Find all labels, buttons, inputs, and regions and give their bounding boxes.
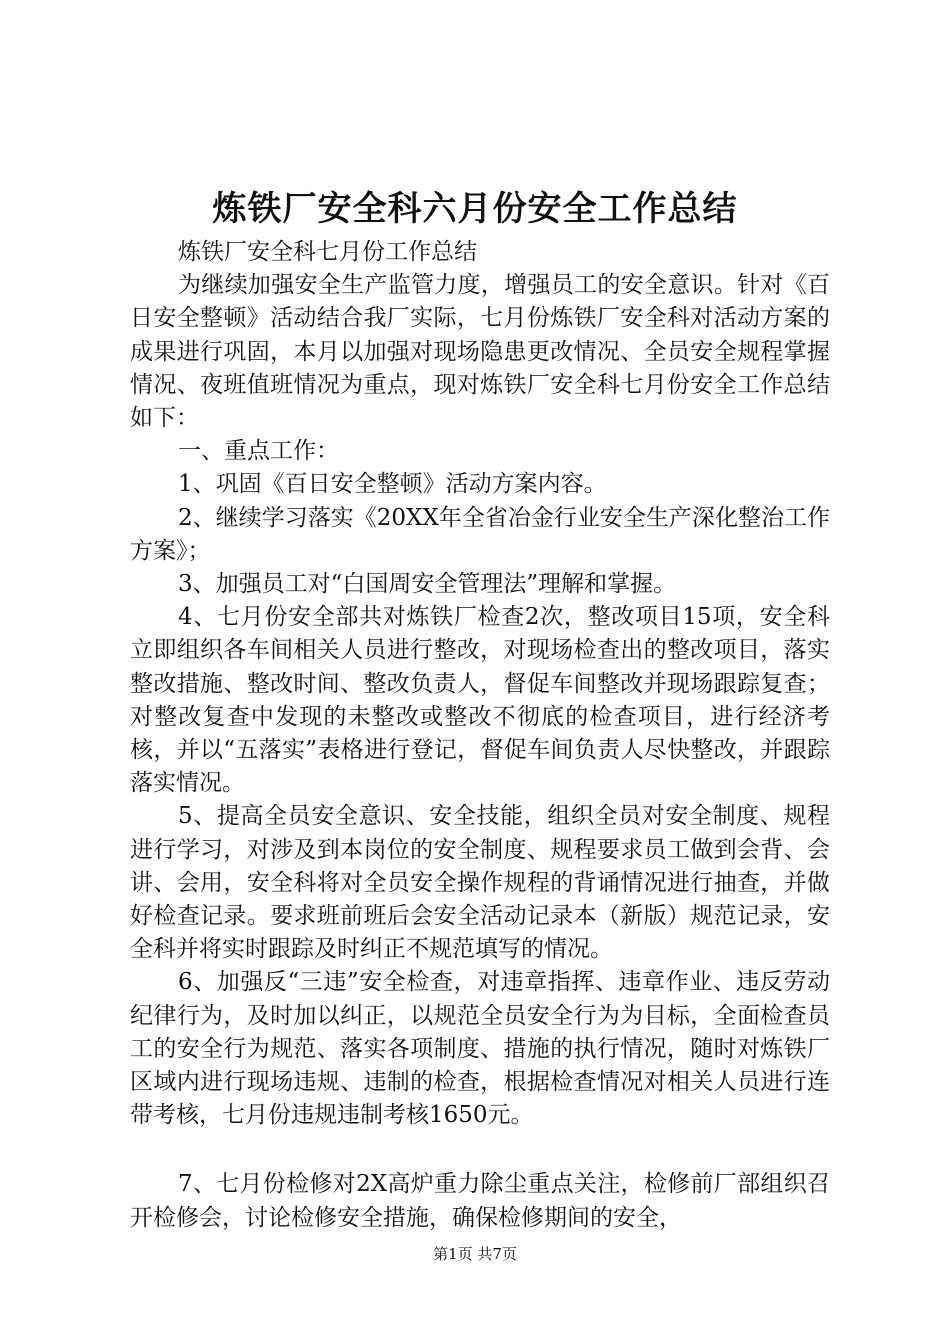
document-title: 炼铁厂安全科六月份安全工作总结	[212, 189, 738, 229]
paragraph-item-3: 3、加强员工对“白国周安全管理法”理解和掌握。	[178, 571, 677, 598]
paragraph-item-4: 4、七月份安全部共对炼铁厂检查2次，整改项目15项，安全科立即组织各车间相关人员进行整改，对现场检查出的整改项目，落实整改措施、整改时间、整改负责人，督促车间整改并现场跟踪复查；对整改复查中发现的未整改或整改不彻底的检查项目，进行经济考核，并以“五落实”表格进行登记，督促车间负责人尽快整改，并跟踪落实情况。	[130, 604, 830, 797]
paragraph-item-2: 2、继续学习落实《20XX年全省冶金行业安全生产深化整治工作方案》；	[130, 504, 830, 564]
paragraph-item-5: 5、提高全员安全意识、安全技能，组织全员对安全制度、规程进行学习，对涉及到本岗位的安全制度、规程要求员工做到会背、会讲、会用，安全科将对全员安全操作规程的背诵情况进行抽查，并做好检查记录。要求班前班后会安全活动记录本（新版）规范记录，安全科并将实时跟踪及时纠正不规范填写的情况。	[130, 803, 830, 963]
paragraph-item-7: 7、七月份检修对2X高炉重力除尘重点关注，检修前厂部组织召开检修会，讨论检修安全措施，确保检修期间的安全，	[130, 1171, 830, 1231]
paragraph-intro: 为继续加强安全生产监管力度，增强员工的安全意识。针对《百日安全整顿》活动结合我厂实际，七月份炼铁厂安全科对活动方案的成果进行巩固，本月以加强对现场隐患更改情况、全员安全规程掌握情况、夜班值班情况为重点，现对炼铁厂安全科七月份安全工作总结如下：	[130, 272, 830, 432]
paragraph-item-6: 6、加强反“三违”安全检查，对违章指挥、违章作业、违反劳动纪律行为，及时加以纠正，以规范全员安全行为为目标，全面检查员工的安全行为规范、落实各项制度、措施的执行情况，随时对炼铁厂区域内进行现场违规、违制的检查，根据检查情况对相关人员进行连带考核，七月份违规违制考核1650元。	[130, 969, 830, 1129]
paragraph-section-heading: 一、重点工作：	[178, 438, 339, 465]
page-footer: 第1页 共7页	[433, 1245, 517, 1263]
paragraph-item-1: 1、巩固《百日安全整顿》活动方案内容。	[178, 471, 607, 498]
document-body	[130, 236, 830, 1235]
paragraph-subtitle: 炼铁厂安全科七月份工作总结	[178, 239, 477, 265]
